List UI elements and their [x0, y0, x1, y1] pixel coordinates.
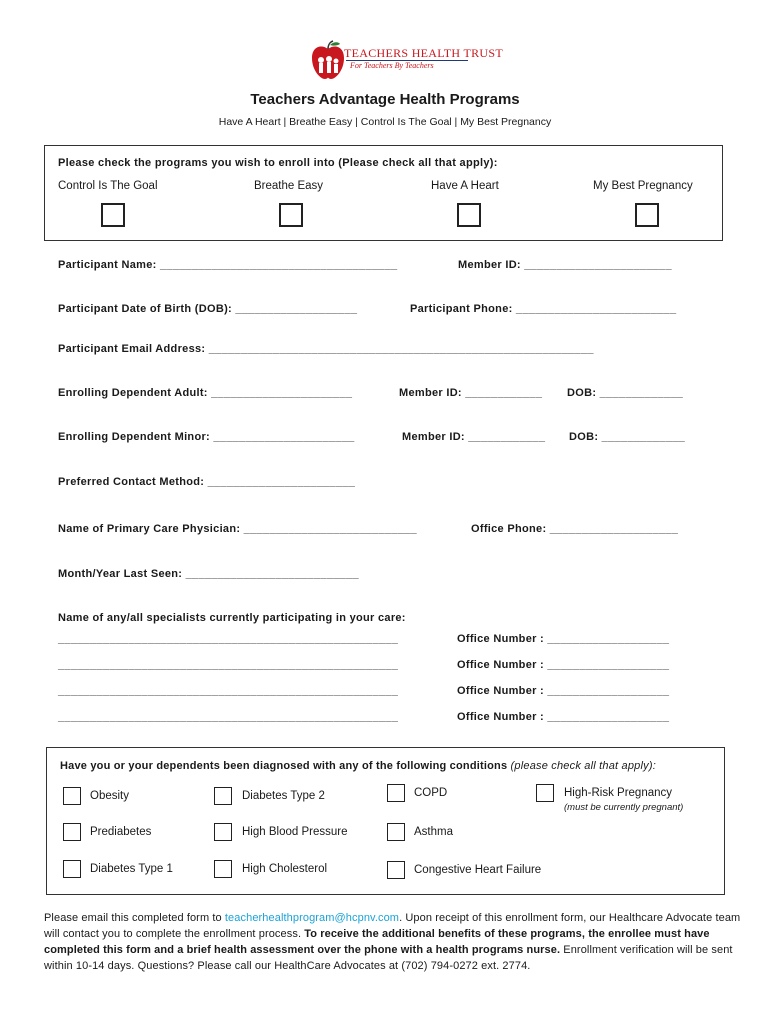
- condition-label-diabetes-type-2: Diabetes Type 2: [242, 790, 325, 802]
- checkbox-prediabetes[interactable]: [63, 823, 81, 841]
- specialist-name-field-4[interactable]: _____________________________________________________: [58, 711, 399, 723]
- checkbox-high-blood-pressure[interactable]: [214, 823, 232, 841]
- dependent-adult-dob-field[interactable]: DOB: _____________: [567, 387, 684, 399]
- condition-label-high-cholesterol: High Cholesterol: [242, 863, 328, 875]
- program-label-heart: Have A Heart: [431, 180, 499, 192]
- dependent-minor-field[interactable]: Enrolling Dependent Minor: ______________________: [58, 431, 355, 443]
- program-label-breathe: Breathe Easy: [254, 180, 324, 192]
- dependent-adult-field[interactable]: Enrolling Dependent Adult: ______________________: [58, 387, 353, 399]
- checkbox-have-a-heart[interactable]: [457, 203, 481, 227]
- footer-bold-text: To receive the additional benefits of these programs, the enrollee must have completed this form and a brief health assessment over the phone with a health programs nurse.: [44, 928, 710, 956]
- condition-label-asthma: Asthma: [414, 826, 453, 838]
- last-seen-field[interactable]: Month/Year Last Seen: ___________________________: [58, 568, 359, 580]
- footer-text-3: Enrollment verification will be sent within 10-14 days. Questions? Please call our HealthCare Advocates at (702) 794-0272 ext. 2774.: [44, 944, 733, 972]
- logo-tagline: For Teachers By Teachers: [350, 61, 434, 70]
- instructions-paragraph: [44, 910, 744, 974]
- conditions-heading-note: (please check all that apply):: [510, 760, 656, 772]
- office-phone-field[interactable]: Office Phone: ____________________: [471, 523, 679, 535]
- condition-label-high-blood-pressure: High Blood Pressure: [242, 826, 348, 838]
- footer-text-2: . Upon receipt of this enrollment form, our Healthcare Advocate team will contact you to complete the enrollment process.: [44, 912, 741, 940]
- condition-label-high-risk-pregnancy: High-Risk Pregnancy: [564, 787, 673, 799]
- participant-name-field[interactable]: Participant Name: _____________________________________: [58, 259, 398, 271]
- dependent-minor-member-id-field[interactable]: Member ID: ____________: [402, 431, 546, 443]
- condition-label-diabetes-type-1: Diabetes Type 1: [90, 863, 173, 875]
- email-field[interactable]: Participant Email Address: ____________________________________________________________: [58, 343, 594, 355]
- conditions-heading: [60, 760, 656, 772]
- checkbox-breathe-easy[interactable]: [279, 203, 303, 227]
- dependent-adult-member-id-field[interactable]: Member ID: ____________: [399, 387, 543, 399]
- program-label-control: Control Is The Goal: [58, 180, 158, 192]
- condition-label-prediabetes: Prediabetes: [90, 826, 152, 838]
- checkbox-high-risk-pregnancy[interactable]: [536, 784, 554, 802]
- teachers-health-trust-logo: [310, 38, 503, 84]
- specialist-office-number-2[interactable]: Office Number : ___________________: [457, 659, 670, 671]
- page-title: Teachers Advantage Health Programs: [250, 91, 520, 108]
- specialist-name-field-3[interactable]: _____________________________________________________: [58, 685, 399, 697]
- contact-method-field[interactable]: Preferred Contact Method: _______________________: [58, 476, 356, 488]
- member-id-field[interactable]: Member ID: _______________________: [458, 259, 672, 271]
- conditions-heading-text: Have you or your dependents been diagnosed with any of the following conditions: [60, 760, 508, 772]
- specialist-office-number-1[interactable]: Office Number : ___________________: [457, 633, 670, 645]
- checkbox-diabetes-type-1[interactable]: [63, 860, 81, 878]
- specialists-heading: Name of any/all specialists currently participating in your care:: [58, 612, 406, 624]
- checkbox-copd[interactable]: [387, 784, 405, 802]
- apple-logo-icon: [310, 40, 346, 80]
- page-subtitle: Have A Heart | Breathe Easy | Control Is The Goal | My Best Pregnancy: [218, 116, 552, 128]
- email-link[interactable]: teacherhealthprogram@hcpnv.com: [224, 912, 400, 924]
- logo-title: TEACHERS HEALTH TRUST: [344, 46, 503, 60]
- dependent-minor-dob-field[interactable]: DOB: _____________: [569, 431, 686, 443]
- specialist-name-field-1[interactable]: _____________________________________________________: [58, 633, 399, 645]
- specialist-office-number-4[interactable]: Office Number : ___________________: [457, 711, 670, 723]
- program-label-pregnancy: My Best Pregnancy: [593, 180, 693, 192]
- participant-phone-field[interactable]: Participant Phone: _________________________: [410, 303, 677, 315]
- specialist-name-field-2[interactable]: _____________________________________________________: [58, 659, 399, 671]
- condition-label-copd: COPD: [414, 787, 448, 799]
- condition-label-obesity: Obesity: [90, 790, 129, 802]
- checkbox-high-cholesterol[interactable]: [214, 860, 232, 878]
- condition-label-congestive-heart-failure: Congestive Heart Failure: [414, 864, 542, 876]
- checkbox-control-is-the-goal[interactable]: [101, 203, 125, 227]
- checkbox-my-best-pregnancy[interactable]: [635, 203, 659, 227]
- checkbox-congestive-heart-failure[interactable]: [387, 861, 405, 879]
- program-instruction: Please check the programs you wish to enroll into (Please check all that apply):: [58, 157, 498, 169]
- specialist-office-number-3[interactable]: Office Number : ___________________: [457, 685, 670, 697]
- checkbox-obesity[interactable]: [63, 787, 81, 805]
- physician-field[interactable]: Name of Primary Care Physician: ___________________________: [58, 523, 417, 535]
- footer-text-1: Please email this completed form to: [44, 912, 225, 924]
- dob-field[interactable]: Participant Date of Birth (DOB): ___________________: [58, 303, 358, 315]
- pregnancy-note: (must be currently pregnant): [564, 802, 684, 813]
- checkbox-diabetes-type-2[interactable]: [214, 787, 232, 805]
- checkbox-asthma[interactable]: [387, 823, 405, 841]
